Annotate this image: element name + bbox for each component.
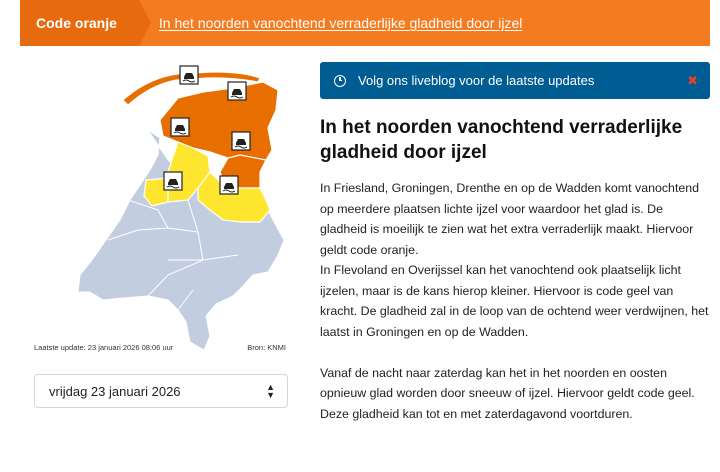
article-paragraph-2: In Flevoland en Overijssel kan het vanochtend ook plaatselijk licht ijzelen, maar is de kans hierop kleiner. Hiervoor is code geel van kracht. De gladheid zal in de loop van de ochtend weer verdwijnen, het laatst in Groningen en op de Wadden. (320, 263, 709, 339)
close-icon[interactable]: ✖ (687, 72, 698, 88)
slippery-car-icon (220, 176, 238, 194)
slippery-car-icon (164, 172, 182, 190)
map-updated-text: Laatste update: 23 januari 2026 08:06 uur (34, 343, 174, 352)
slippery-car-icon (232, 132, 250, 150)
code-orange-label: Code oranje (20, 0, 139, 46)
map-footer (34, 343, 286, 352)
article-paragraph-1: In Friesland, Groningen, Drenthe en op de Wadden komt vanochtend op meerdere plaatsen lichte ijzel voor waardoor het glad is. De gladheid is moeilijk te zien wat het extra verraderlijk maakt. Hiervoor geldt code oranje. (320, 181, 700, 257)
warning-headline-link[interactable]: In het noorden vanochtend verraderlijke gladheid door ijzel (158, 15, 523, 31)
slippery-car-icon (171, 118, 189, 136)
liveblog-label: Volg ons liveblog voor de laatste updates (358, 73, 595, 88)
warning-banner (20, 0, 710, 46)
clock-icon (334, 75, 346, 87)
map-source-text: Bron: KNMI (247, 343, 286, 352)
warning-map[interactable] (28, 60, 294, 360)
netherlands-map (28, 60, 294, 350)
article-body (320, 178, 712, 424)
slippery-car-icon (180, 66, 198, 84)
article-paragraph-3: Vanaf de nacht naar zaterdag kan het in het noorden en oosten opnieuw glad worden door sneeuw of ijzel. Hiervoor geldt code geel. Deze gladheid kan tot en met zaterdagavond voortduren. (320, 365, 695, 421)
date-select-value: vrijdag 23 januari 2026 (49, 383, 181, 399)
slippery-car-icon (228, 82, 246, 100)
liveblog-banner[interactable] (320, 62, 710, 99)
article-title: In het noorden vanochtend verraderlijke gladheid door ijzel (320, 117, 683, 163)
chevron-up-down-icon: ▲ ▼ (266, 382, 275, 400)
date-select[interactable] (34, 374, 288, 408)
